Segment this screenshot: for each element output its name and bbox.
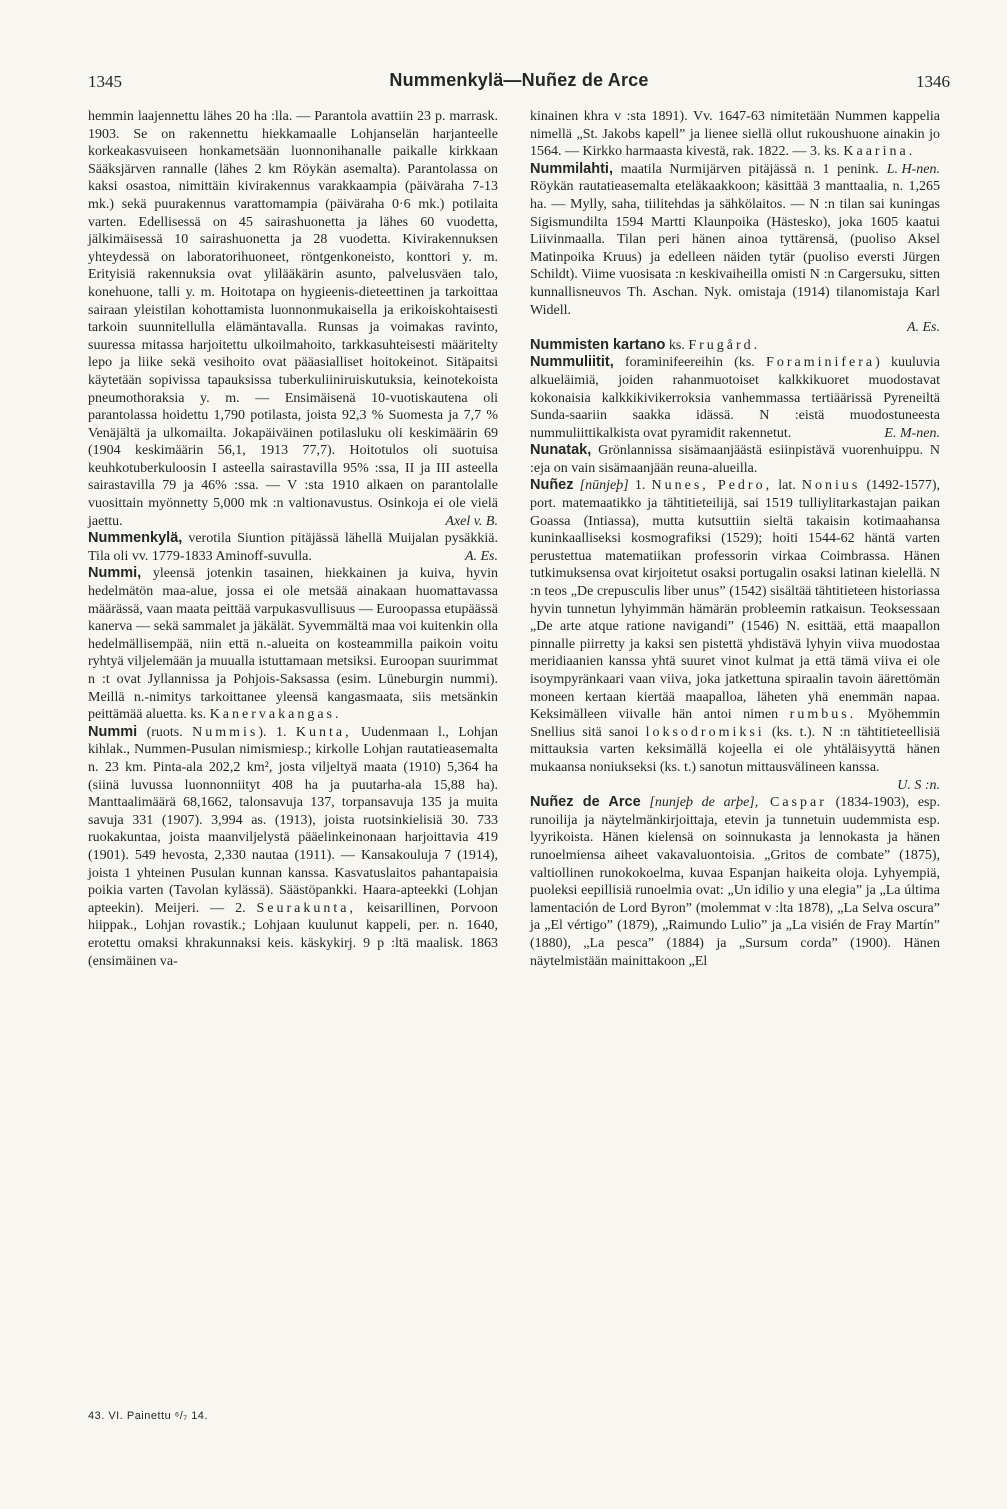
entry-text: (1834-1903), esp. runoilija ja näytelmänkirjoittaja, etevin ja tunnetuin uudemmista esp. lyyrikoista. Hänen kielensä on soinnukasta ja lennokasta ja hänen runoelmiensa aiheet vakavaluontoisia. „Gritos de combate” (1875), valtiollinen runokokoelma, kuvaa Espanjan haikeita oloja. Lyhyempiä, puoleksi eepillisiä runoelmia ovat: „Un idilio y una elegia” ja „La última lamentación de Lord Byron” (molemmat v :lta 1878), „La Selva oscura” ja „El vértigo” (1879), „Raimundo Lulio” ja „La visién de Fray Martín” (1880), „La pesca” (1884) ja „Sursum corda” (1900). Hänen näytelmistään mainittakoon „El [530,795,940,969]
headword: Nummilahti, [530,160,613,177]
entry-text: maatila Nurmijärven pitäjässä n. 1 penink. Röykän rautatieasemalta eteläkaakkoon; käsittää 3 manttaalia, n. 1,265 ha. — Mylly, saha, tiilitehdas ja sähkölaitos. — N :n tilan sai kuningas Sigismundilta 1594 Martti Klaunpoika (Hästesko), joka 1605 kaatui Liivinmaalla. Tilan peri hänen ainoa tyttärensä, (puoliso Aksel Matinpoika Kruus) ja edelleen näiden tytär (puoliso eversti Jürgen Schildt). Viime vuosisata :n keskivaiheilla omisti N :n Cargersuku, sitten kunnallisneuvos Th. Aschan. Nyk. omistaja (1914) tilanomistaja Karl Widell. [530,161,940,318]
author-signature: A. Es. [464,548,498,564]
entry-nunez [530,477,940,776]
entry-text: (ruots. [137,724,193,740]
entry-nummi-parish [88,724,498,970]
right-column [530,108,940,970]
headword: Nummuliitit, [530,354,614,371]
spaced-term: Nunes, Pedro, [651,478,773,494]
cross-reference: Frugård. [688,337,761,353]
spaced-term: Seurakunta, [256,900,356,916]
entry-nummisten-kartano [530,337,940,355]
entry-text: ). 1. [258,724,296,740]
author-signature: Axel v. B. [445,513,498,529]
entry-text: ) kuuluvia alkueläimiä, joiden rahanmuotoiset kalkkikuoret muodostavat kokonaisia kalkkikivikerroksia vanhemmassa tertiäärissä Pyreneiltä Sunda-saariin saakka idässä. N :eistä muodostuneesta nummuliittikalkista ovat pyramidit rakennetut. [530,355,941,441]
headword: Nummenkylä, [88,530,183,547]
entry-text: Uudenmaan l., Lohjan kihlak., Nummen-Pusulan nimismiesp.; kirkolle Lohjan rautatieasemalta n. 23 km. Pinta-ala 202,2 km², josta viljeltyä maata (1910) 5,364 ha (siinä luvussa luonnonniityt 408 ha ja puutarha-ala 15,88 ha). Manttaalimäärä 68,1662, talonsavuja 137, torpansavuja 135 ja muita savuja 331 (1907). 3,994 as. (1913), joista ruotsinkielisiä 30. 733 ruokakuntaa, joista maanviljelystä pääelinkeinonaan harjoittavia 419 (1901). 549 hevosta, 2,330 nautaa (1911). — Kansakouluja 7 (1914), joista 1 yhteinen Pusulan kunnan kanssa. Kasvatuslaitos pahantapaisia poikia varten (Tavolan kylässä). Säästöpankki. Haara-apteekki (Lohjan apteekin). Meijeri. — 2. [88,724,498,916]
entry-text: ks. [665,337,689,353]
entry-text: keisarillinen, Porvoon hiippak., Lohjan rovastik.; Lohjaan kuulunut kappeli, per. n. 1640, erotettu omaksi khrakunnaksi keis. käskykirj. 9 p :ltä maalisk. 1863 (ensimäinen va- [88,900,498,969]
entry-text: foraminifeereihin (ks. [613,355,767,371]
author-signature: A. Es. [906,320,940,336]
left-column [88,108,498,970]
entry-nunatak [530,442,940,477]
entry-text: 1. [628,478,652,494]
spaced-term: Nonius [801,478,861,494]
headword: Nummi [88,723,138,740]
headword: Nuñez de Arce [530,794,641,811]
headword: Nummi, [88,565,142,582]
headword: Nuñez [530,477,574,494]
author-signature: E. M-nen. [884,425,940,441]
author-signature: L. H-nen. [886,161,940,177]
spaced-term: loksodromiksi [645,724,765,740]
page-number-right: 1346 [916,72,950,91]
entry-nummenkyla [88,530,498,565]
entry-text: (1492-1577), port. matemaatikko ja tähtitieteilijä, sai 1519 tulliylitarkastajan paikan Goassa (Intiassa), mutta kutsuttiin sieltä takaisin kotimaahansa kuninkaalliseksi kosmografiksi (1529); hoiti 1544-62 häntä varten perustettua matematiikan professorin virkaa Coimbrassa. Hänen tutkimuksensa ovat kirjoitetut osaksi portugalin osaksi latinan kielellä. N :n teos „De crepusculis liber unus” (1542) sisältää tähtitieteen historiassa hyvin tunnetun lyhyimmän hämärän probleemin ratkaisun. Teoksessaan „De arte atque ratione navigandi” (1546) N. esittää, että maapallon pinnalle piirretty ja kaksi sen pistettä yhdistävä lyhyin viiva muodostaa meridiaanien kanssa yhtä suuret vinot kulmat ja että tämä viiva ei ole isoympyränkaari vaan viiva, joka jatkettuna spiraalin tavoin äärettömän moneen kertaan kiertää maapalloa, läheten yhä enemmän napaa. Keksimälleen viivalle hän antoi nimen [530,478,941,723]
entry-text: (ks. t.). N :n tähtitieteellisiä mittauksia varten keksimällä kojeella ei ole yhtäläisyyttä hänen mukaansa noniukseksi (ks. t.) sanotun mittausvälineen kanssa. [530,724,940,775]
entry-nummilahti [530,161,940,319]
entry-nunez-de-arce [530,794,940,970]
entry-text: yleensä jotenkin tasainen, hiekkainen ja kuiva, hyvin hedelmätön maa-alue, jossa ei ole metsää ainakaan huomattavassa määrässä, vaan maata peittää varpukasvullisuus — Euroopassa etupäässä kanerva — sekä sammalet ja jäkälät. Syvemmältä maa voi kuitenkin olla hedelmällisempää, niin että n.-alueita on kosteammilla paikoin voitu ryhtyä viljelemään ja muualla istuttamaan metsiksi. Euroopan suurimmat n :t ovat Jyllannissa ja Pohjois-Saksassa (esim. Lüneburgin nummi). Meillä n.-nimitys tarkoittanee yleensä kangasmaata, siis metsänkin peittämää aluetta. ks. [88,566,498,723]
printer-signature-footer: 43. VI. Painettu ⁶/₇ 14. [88,1410,208,1422]
entry-text: Grönlannissa sisämaanjäästä esiinpistävä vuorenhuippu. N :eja on vain sisämaanjään reuna-alueilla. [530,443,940,476]
entry-nummi-heath [88,565,498,723]
spaced-term: Kunta, [295,724,352,740]
entry-nummuliitit [530,354,940,442]
page-number-left: 1345 [88,72,122,91]
entry-text: verotila Siuntion pitäjässä lähellä Muijalan pysäkkiä. Tila oli vv. 1779-1833 Aminoff-suvulla. [88,531,498,564]
headword: Nummisten kartano [530,336,666,353]
running-head: Nummenkylä—Nuñez de Arce [389,70,649,90]
cross-reference: Kaarina. [843,144,916,160]
spaced-term: Nummis [192,724,259,740]
entry-text: Myöhemmin Snellius sitä sanoi [530,707,940,740]
entry-text: lat. [772,478,802,494]
author-signature: U. S :n. [897,777,940,793]
spaced-term: Caspar [758,795,827,811]
headword: Nunatak, [530,442,592,459]
cross-reference: Foraminifera [766,355,876,371]
pronunciation: [nūnjeþ] [573,478,629,494]
spaced-term: rumbus. [789,707,857,723]
pronunciation: [nunjeþ de arþe], [640,795,759,811]
cross-reference: Kanervakangas. [209,707,342,723]
entry-continuation-parantola [88,108,498,530]
entry-text: hemmin laajennettu lähes 20 ha :lla. — Parantola avattiin 23 p. marrask. 1903. Se on rakennettu hiekkamaalle Lohjanselän harjanteelle korkeakasvuiseen honkametsään luonnonihanalle paikalle kirkkaan Sääksjärven rannalle (lähes 2 km Röykän asemalta). Parantolassa on kaksi osastoa, nimittäin kivirakennus varakkaampia (päiväraha 7-13 mk.) sekä puurakennus varattomampia (päiväraha 0·6 mk.) potilaita varten. Edellisessä on 45 sairashuonetta ja lähes 60 vuodetta, jälkimäisessä 10 sairashuonetta ja 28 vuodetta. Kivirakennuksen yhteydessä on laboratorihuoneet, röntgenkoneisto, konttori y. m. Erityisiä rakennuksia ovat ylilääkärin asunto, palvelusväen talo, konehuone, talli y. m. Hoitotapa on hygieenis-dieteettinen ja tarkoittaa sairaan yleistilan kohottamista luonnonmukaisella ja erikoiskohtaisesti tarkoin suunnitellulla elämäntavalla. Runsas ja voimakas ravinto, suuressa mitassa harjoitettu ulkoilmahoito, tarkkasuhteisesti määritelty lepo ja liike sekä vesihoito ovat pääasialliset hoitokeinot. Sitäpaitsi käytetään sopivissa tapauksissa tuberkuliiniruiskutuksia, keinotekoista pneumothoraksia y. m. — Ensimäisenä 10-vuotiskautena oli parantolassa hoidettu 1,790 potilasta, joista 92,3 % Suomesta ja 7,7 % Venäjältä ja ulkomailta. Jokapäiväinen potilasluku oli keskimäärin 69 (1904 keskimäärin 56,1, 1913 77,7). Hoitotulos oli suotuisa keuhkotuberkuloosin I asteella sairastavilla 95% :ssa, II ja III asteella sairastavilla 79 ja 46% :ssa. — V :sta 1910 alkaen on parantolalle vuosittain myönnetty 5,000 mk :n valtionavustus. Osinkoja ei ole vielä jaettu. [88,109,498,529]
page-header [88,72,950,98]
entry-text: kinainen khra v :sta 1891). Vv. 1647-63 nimitetään Nummen kappelia nimellä „St. Jakobs kapell” ja lienee siellä ollut rukoushuone ainakin jo 1564. — Kirkko harmaasta kivestä, rak. 1822. — 3. ks. [530,109,940,160]
